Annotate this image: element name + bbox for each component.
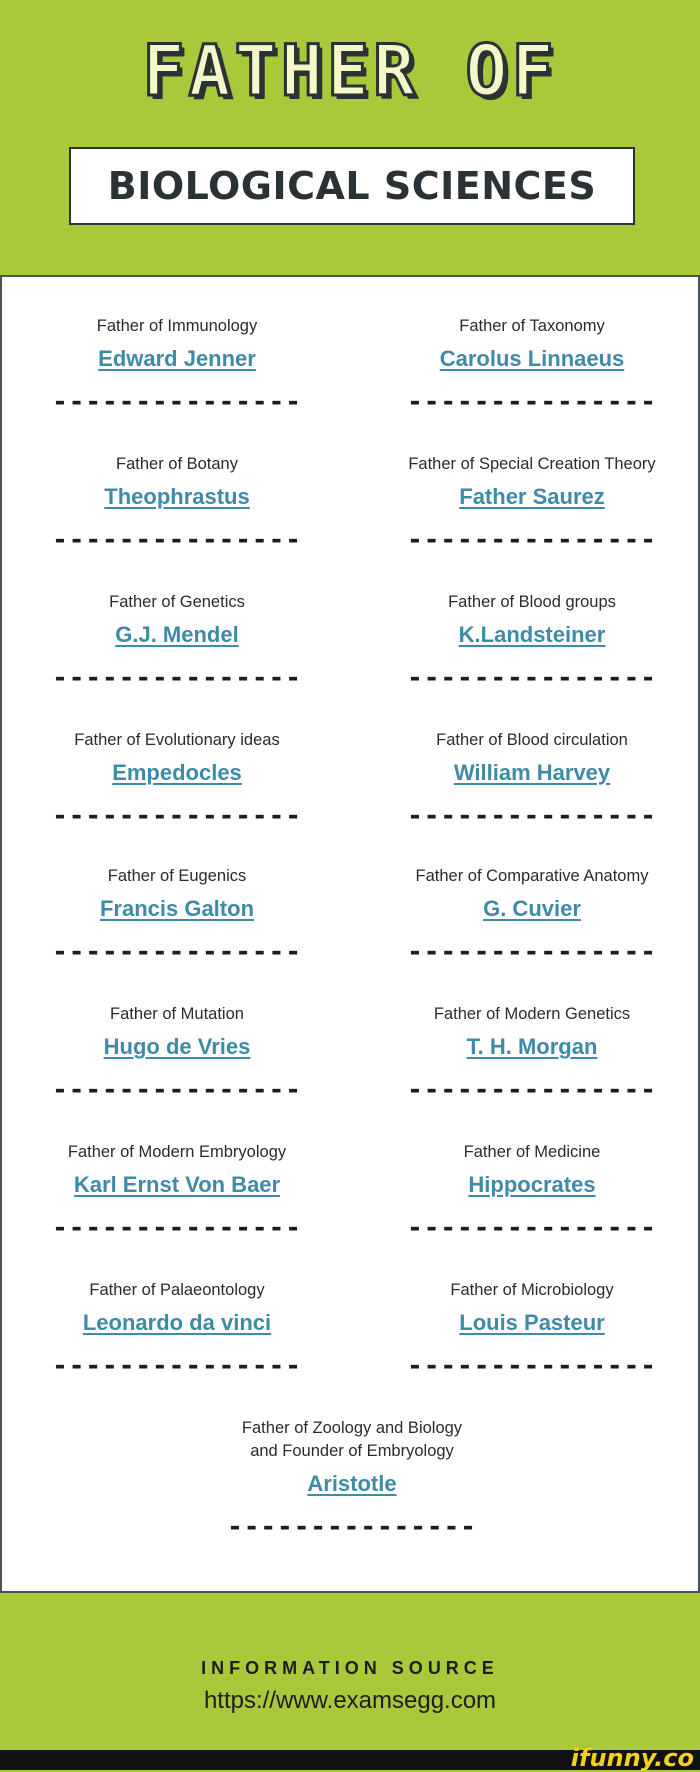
entry-comparative-anatomy xyxy=(362,865,700,962)
source-label: INFORMATION SOURCE xyxy=(201,1658,499,1678)
entry-field: Father of Medicine xyxy=(463,1143,601,1161)
entry-name-link[interactable]: Aristotle xyxy=(307,1471,397,1497)
dashed-divider: --------------- xyxy=(52,1218,302,1239)
entry-field-line2: and Founder of Embryology xyxy=(250,1442,454,1461)
watermark-logo: ifunny.co xyxy=(570,1744,694,1772)
entry-name-link[interactable]: Louis Pasteur xyxy=(459,1310,605,1336)
content-panel xyxy=(0,275,700,1593)
footer xyxy=(0,1593,700,1750)
entry-name-link[interactable]: Father Saurez xyxy=(459,484,605,510)
entry-name-link[interactable]: Leonardo da vinci xyxy=(82,1310,272,1336)
entry-name-link[interactable]: Francis Galton xyxy=(99,896,255,922)
entry-field: Father of Eugenics xyxy=(107,867,247,885)
dashed-divider: --------------- xyxy=(52,1080,302,1101)
entry-blood-circulation xyxy=(362,729,700,826)
entry-field: Father of Blood circulation xyxy=(436,731,628,749)
dashed-divider: --------------- xyxy=(407,1218,657,1239)
entry-field: Father of Taxonomy xyxy=(459,317,605,335)
entry-name-link[interactable]: Empedocles xyxy=(112,760,242,786)
dashed-divider: --------------- xyxy=(227,1517,477,1538)
entry-name-link[interactable]: Edward Jenner xyxy=(98,346,256,372)
entry-field: Father of Special Creation Theory xyxy=(408,455,656,473)
entry-palaeontology xyxy=(7,1279,347,1376)
entry-name-link[interactable]: Theophrastus xyxy=(104,484,250,510)
entry-name-link[interactable]: G.J. Mendel xyxy=(115,622,239,648)
entry-name-link[interactable]: Karl Ernst Von Baer xyxy=(73,1172,281,1198)
entry-field: Father of Microbiology xyxy=(450,1281,614,1299)
entry-microbiology xyxy=(362,1279,700,1376)
dashed-divider: --------------- xyxy=(407,1080,657,1101)
entry-medicine xyxy=(362,1141,700,1238)
header xyxy=(0,0,700,275)
dashed-divider: --------------- xyxy=(52,668,302,689)
entry-field: Father of Comparative Anatomy xyxy=(415,867,649,885)
entry-name-link[interactable]: Hugo de Vries xyxy=(103,1034,251,1060)
dashed-divider: --------------- xyxy=(52,1356,302,1377)
page-title: FATHER OF xyxy=(142,30,558,112)
entry-field: Father of Mutation xyxy=(110,1005,244,1023)
entry-blood-groups xyxy=(362,591,700,688)
dashed-divider: --------------- xyxy=(407,806,657,827)
entry-special-creation xyxy=(362,453,700,550)
entry-mutation xyxy=(7,1003,347,1100)
entry-name-link[interactable]: William Harvey xyxy=(453,760,611,786)
entry-immunology xyxy=(7,315,347,412)
entry-name-link[interactable]: T. H. Morgan xyxy=(466,1034,598,1060)
entry-modern-genetics xyxy=(362,1003,700,1100)
entry-field: Father of Modern Genetics xyxy=(433,1005,631,1023)
subtitle-box xyxy=(69,147,635,225)
entry-botany xyxy=(7,453,347,550)
entry-field: Father of Botany xyxy=(116,455,238,473)
entry-field: Father of Blood groups xyxy=(448,593,616,611)
dashed-divider: --------------- xyxy=(407,392,657,413)
entry-zoology-biology xyxy=(182,1417,522,1537)
entry-field: Father of Evolutionary ideas xyxy=(74,731,280,749)
dashed-divider: --------------- xyxy=(52,942,302,963)
source-url-link[interactable]: https://www.examsegg.com xyxy=(203,1687,497,1714)
entry-field: Father of Genetics xyxy=(109,593,245,611)
dashed-divider: --------------- xyxy=(407,668,657,689)
entry-modern-embryology xyxy=(7,1141,347,1238)
entry-name-link[interactable]: Carolus Linnaeus xyxy=(439,346,625,372)
dashed-divider: --------------- xyxy=(407,942,657,963)
dashed-divider: --------------- xyxy=(407,530,657,551)
dashed-divider: --------------- xyxy=(407,1356,657,1377)
entry-eugenics xyxy=(7,865,347,962)
entry-name-link[interactable]: G. Cuvier xyxy=(483,896,581,922)
entry-field: Father of Palaeontology xyxy=(89,1281,265,1299)
entry-field: Father of Modern Embryology xyxy=(67,1143,287,1161)
entry-genetics xyxy=(7,591,347,688)
entry-evolutionary xyxy=(7,729,347,826)
dashed-divider: --------------- xyxy=(52,806,302,827)
entry-field-line1: Father of Zoology and Biology xyxy=(241,1419,463,1437)
entry-field: Father of Immunology xyxy=(96,317,258,335)
dashed-divider: --------------- xyxy=(52,530,302,551)
entry-name-link[interactable]: Hippocrates xyxy=(468,1172,596,1198)
entry-taxonomy xyxy=(362,315,700,412)
page-subtitle: BIOLOGICAL SCIENCES xyxy=(107,164,597,208)
entry-name-link[interactable]: K.Landsteiner xyxy=(458,622,606,648)
dashed-divider: --------------- xyxy=(52,392,302,413)
